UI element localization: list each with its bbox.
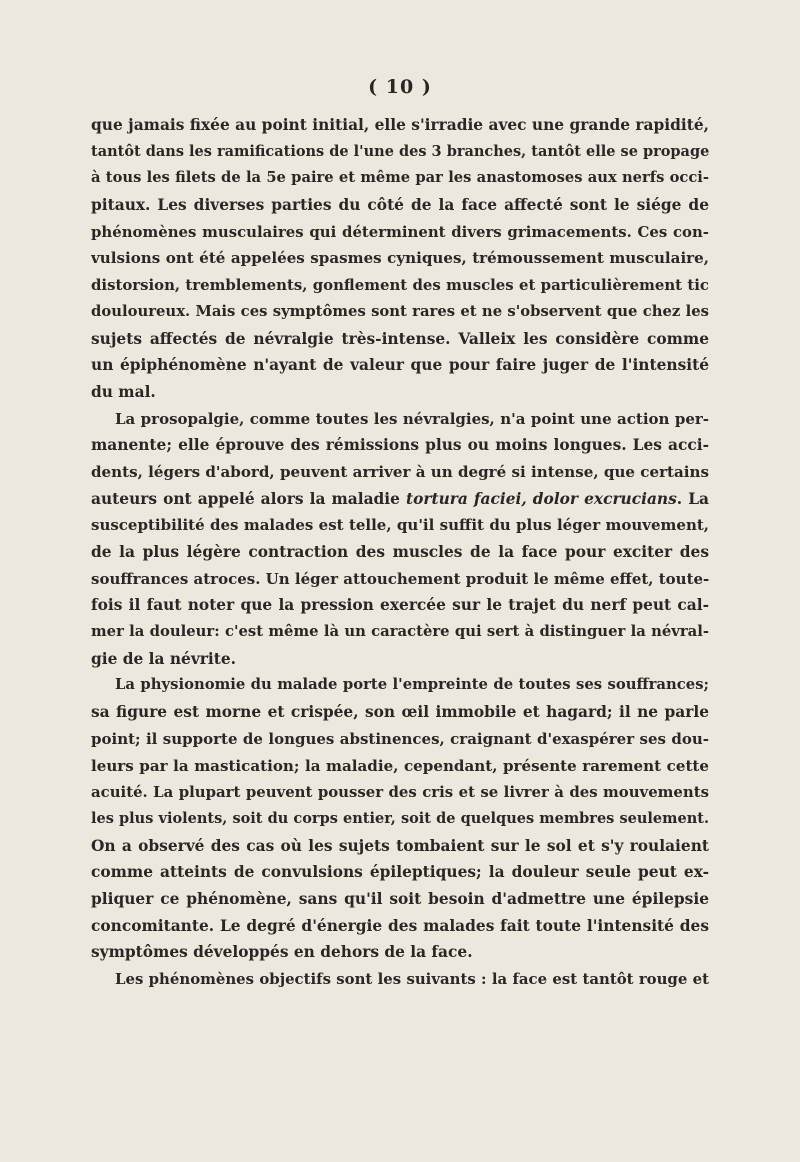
- text-line: un épiphénomène n'ayant de valeur que pour faire juger de l'intensité: [91, 356, 709, 375]
- text-line: susceptibilité des malades est telle, qu'il suffit du plus léger mouvement,: [91, 516, 709, 535]
- latin-phrase: tortura faciei, dolor excrucians: [406, 489, 677, 508]
- text-line: Les phénomènes objectifs sont les suivants : la face est tantôt rouge et: [115, 970, 709, 988]
- text-line: mer la douleur: c'est même là un caractère qui sert à distinguer la névral-: [91, 623, 709, 641]
- text-line: vulsions ont été appelées spasmes cyniques, trémoussement musculaire,: [91, 249, 709, 268]
- text-line-end: . La: [676, 489, 709, 508]
- text-line: acuité. La plupart peuvent pousser des cris et se livrer à des mouvements: [91, 783, 709, 802]
- text-line: concomitante. Le degré d'énergie des malades fait toute l'intensité des: [91, 916, 709, 935]
- text-line: On a observé des cas où les sujets tombaient sur le sol et s'y roulaient: [91, 836, 709, 855]
- text-line: comme atteints de convulsions épileptiques; la douleur seule peut ex-: [91, 863, 709, 882]
- page-number: ( 10 ): [368, 76, 432, 98]
- text-line: à tous les filets de la 5e paire et même par les anastomoses aux nerfs occi-: [91, 169, 709, 187]
- text-line: symptômes développés en dehors de la face.: [91, 943, 473, 962]
- text-line: douloureux. Mais ces symptômes sont rares et ne s'observent que chez les: [91, 302, 709, 320]
- body-text: [91, 112, 709, 993]
- text-line: souffrances atroces. Un léger attouchement produit le même effet, toute-: [91, 569, 709, 588]
- text-line: sa figure est morne et crispée, son œil immobile et hagard; il ne parle: [91, 703, 709, 722]
- text-line: leurs par la mastication; la maladie, cependant, présente rarement cette: [91, 756, 709, 775]
- text-line: pliquer ce phénomène, sans qu'il soit besoin d'admettre une épilepsie: [91, 889, 709, 908]
- text-line: sujets affectés de névralgie très-intense. Valleix les considère comme: [91, 329, 709, 348]
- text-line: La physionomie du malade porte l'empreinte de toutes ses souffrances;: [115, 676, 709, 694]
- text-line: de la plus légère contraction des muscles de la face pour exciter des: [91, 543, 709, 561]
- text-line-start: auteurs ont appelé alors la maladie: [91, 489, 400, 508]
- text-line: distorsion, tremblements, gonflement des muscles et particulièrement tic: [91, 276, 709, 295]
- text-line: du mal.: [91, 382, 156, 401]
- text-line: fois il faut noter que la pression exercée sur le trajet du nerf peut cal-: [91, 596, 709, 615]
- text-line: dents, légers d'abord, peuvent arriver à un degré si intense, que certains: [91, 462, 709, 481]
- text-line: manente; elle éprouve des rémissions plus ou moins longues. Les acci-: [91, 436, 709, 455]
- text-line: tantôt dans les ramifications de l'une des 3 branches, tantôt elle se propage: [91, 142, 709, 160]
- text-line: gie de la névrite.: [91, 649, 236, 668]
- text-line: phénomènes musculaires qui déterminent divers grimacements. Ces con-: [91, 222, 709, 241]
- text-line-with-italic: [91, 486, 709, 513]
- text-line: La prosopalgie, comme toutes les névralgies, n'a point une action per-: [115, 409, 709, 428]
- text-line: pitaux. Les diverses parties du côté de la face affecté sont le siége de: [91, 196, 709, 215]
- text-line: que jamais fixée au point initial, elle s'irradie avec une grande rapidité,: [91, 116, 709, 134]
- text-line: point; il supporte de longues abstinences, craignant d'exaspérer ses dou-: [91, 729, 709, 748]
- text-line: les plus violents, soit du corps entier, soit de quelques membres seulement.: [91, 809, 709, 827]
